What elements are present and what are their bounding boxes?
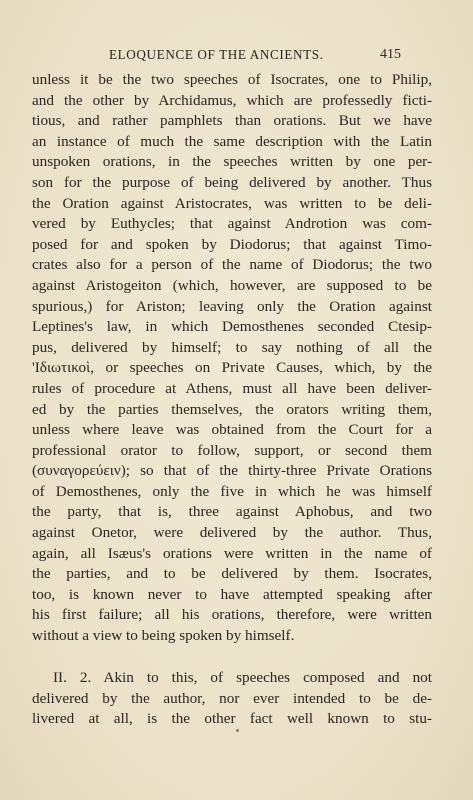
- running-head: [0, 47, 473, 67]
- text-line: 'Ιδιωτικοὶ, or speeches on Private Causes, which, by the: [32, 359, 432, 377]
- text-line: livered at all, is the other fact well known to stu-: [32, 710, 432, 728]
- text-line: against Onetor, were delivered by the author. Thus,: [32, 524, 432, 542]
- text-line: II. 2. Akin to this, of speeches composed and not: [53, 669, 432, 687]
- text-line: against Aristogeiton (which, however, are supposed to be: [32, 276, 432, 294]
- text-line: crates also for a person of the name of Diodorus; the two: [32, 256, 432, 274]
- text-line: pus, delivered by himself; to say nothing of all the: [32, 338, 432, 356]
- text-line: the party, that is, three against Aphobus, and two: [32, 503, 432, 521]
- text-line: posed for and spoken by Diodorus; that against Timo-: [32, 235, 432, 253]
- body-text: [32, 70, 432, 730]
- text-line: and the other by Archidamus, which are professedly ficti-: [32, 91, 432, 109]
- text-line: too, is known never to have attempted speaking after: [32, 585, 432, 603]
- text-line: unless where leave was obtained from the Court for a: [32, 421, 432, 439]
- text-line-last: without a view to being spoken by himself.: [32, 627, 295, 645]
- text-line: spurious,) for Ariston; leaving only the Oration against: [32, 297, 432, 315]
- text-line: ed by the parties themselves, the orators writing them,: [32, 400, 432, 418]
- text-line: vered by Euthycles; that against Androtion was com-: [32, 215, 432, 233]
- page-number: 415: [380, 47, 401, 62]
- text-line: Leptines's law, in which Demosthenes seconded Ctesip-: [32, 318, 432, 336]
- page-speck: [236, 729, 239, 732]
- text-line: the Oration against Aristocrates, was written to be deli-: [32, 194, 432, 212]
- text-line: again, all Isæus's orations were written in the name of: [32, 544, 432, 562]
- text-line: son for the purpose of being delivered by another. Thus: [32, 173, 432, 191]
- text-line: tious, and rather pamphlets than orations. But we have: [32, 112, 432, 130]
- text-line: rules of procedure at Athens, must all have been deliver-: [32, 379, 432, 397]
- text-line: of Demosthenes, only the five in which he was himself: [32, 482, 432, 500]
- text-line: the parties, and to be delivered by them. Isocrates,: [32, 565, 432, 583]
- text-line: an instance of much the same description with the Latin: [32, 132, 432, 150]
- text-line: professional orator to follow, support, or second them: [32, 441, 432, 459]
- text-line: unless it be the two speeches of Isocrates, one to Philip,: [32, 71, 432, 88]
- text-line: delivered by the author, nor ever intended to be de-: [32, 689, 432, 707]
- text-line: unspoken orations, in the speeches written by one per-: [32, 153, 432, 171]
- running-head-title: ELOQUENCE OF THE ANCIENTS.: [109, 47, 324, 62]
- paragraph-gap: [32, 647, 432, 669]
- text-line: his first failure; all his orations, therefore, were written: [32, 606, 432, 624]
- text-line: (συναγορεύειν); so that of the thirty-three Private Orations: [32, 462, 432, 480]
